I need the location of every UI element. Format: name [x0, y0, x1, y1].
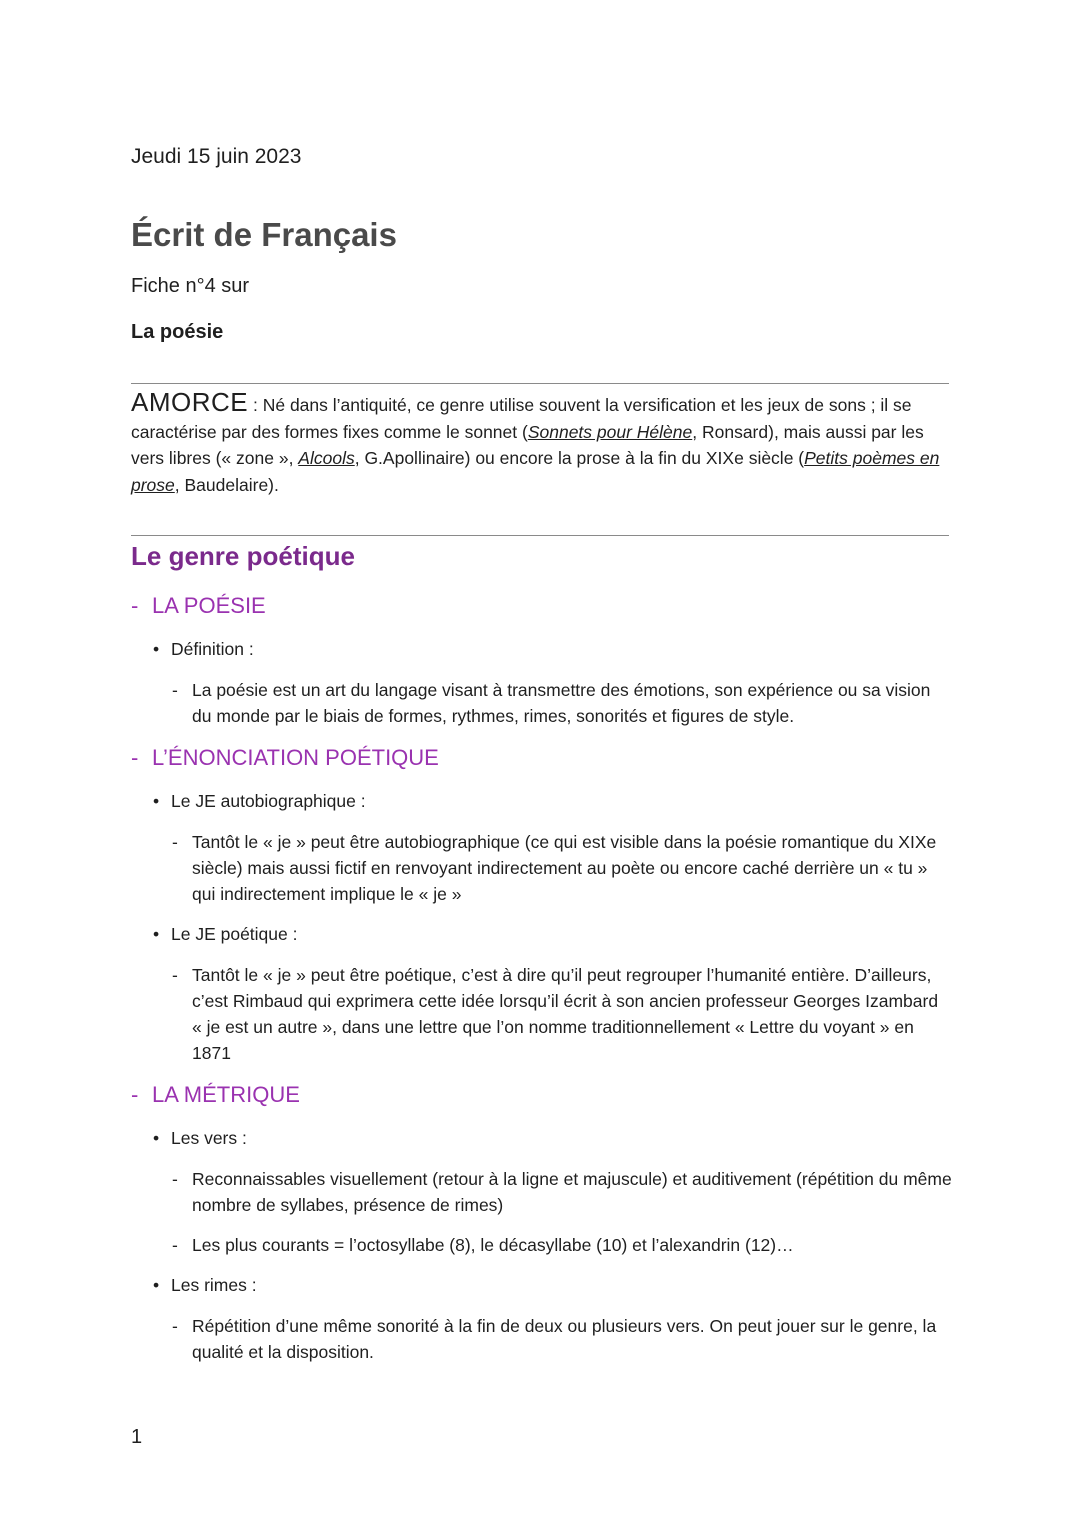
- dash-icon: -: [172, 832, 178, 852]
- amorce-text-1: : Né dans l’antiquité, ce genre utilise souvent la versification et les jeux de sons ; il se caractérise par des formes fixes comme le sonnet (: [131, 395, 912, 442]
- bullet-icon: •: [153, 924, 160, 944]
- dash-icon: -: [172, 680, 178, 700]
- bullet-label: Les vers :: [171, 1128, 247, 1148]
- main-heading: Le genre poétique: [131, 541, 355, 571]
- list-item-text: Les plus courants = l’octosyllabe (8), le décasyllabe (10) et l’alexandrin (12)…: [192, 1235, 794, 1255]
- dash-icon: -: [172, 1169, 178, 1189]
- list-item-text: La poésie est un art du langage visant à transmettre des émotions, son expérience ou sa vision du monde par le biais de formes, rythmes, rimes, sonorités et figures de style.: [192, 680, 931, 726]
- document-title: Écrit de Français: [131, 216, 397, 253]
- section-title-enonciation: [131, 745, 439, 771]
- amorce-lead: AMORCE: [131, 387, 249, 417]
- bullet-definition: [153, 639, 254, 660]
- amorce-work-sonnets: Sonnets pour Hélène: [527, 421, 693, 442]
- bullet-icon: •: [153, 1128, 160, 1148]
- document-date: Jeudi 15 juin 2023: [131, 145, 302, 168]
- section-title-text: LA MÉTRIQUE: [152, 1082, 300, 1107]
- bullet-icon: •: [153, 1275, 160, 1295]
- amorce-text-2: , Ronsard), mais aussi par les vers libres (« zone »,: [131, 421, 924, 468]
- list-item: [172, 962, 952, 1066]
- amorce-paragraph: [131, 389, 949, 498]
- list-item-text: Répétition d’une même sonorité à la fin de deux ou plusieurs vers. On peut jouer sur le genre, la qualité et la disposition.: [192, 1316, 937, 1362]
- list-item: [172, 677, 952, 729]
- dash-icon: -: [172, 965, 178, 985]
- dash-icon: -: [172, 1316, 178, 1336]
- bullet-vers: [153, 1128, 247, 1149]
- list-item: [172, 1166, 952, 1218]
- dash-icon: -: [131, 593, 139, 618]
- section-title-text: L’ÉNONCIATION POÉTIQUE: [152, 745, 439, 770]
- bullet-label: Définition :: [171, 639, 254, 659]
- section-title-poesie: [131, 593, 266, 619]
- divider-bottom: [131, 535, 949, 536]
- bullet-label: Les rimes :: [171, 1275, 257, 1295]
- bullet-je-autobiographique: [153, 791, 366, 812]
- bullet-rimes: [153, 1275, 257, 1296]
- list-item-text: Tantôt le « je » peut être autobiographique (ce qui est visible dans la poésie romantique du XIXe siècle) mais aussi fictif en renvoyant indirectement au poète ou encore caché derrière un « tu » qui indirectement implique le « je »: [192, 832, 937, 904]
- page-number: 1: [131, 1426, 143, 1448]
- list-item: [172, 829, 952, 907]
- list-item-text: Reconnaissables visuellement (retour à la ligne et majuscule) et auditivement (répétition du même nombre de syllabes, présence de rimes): [192, 1169, 952, 1215]
- bullet-label: Le JE autobiographique :: [171, 791, 366, 811]
- bullet-icon: •: [153, 791, 160, 811]
- divider-top: [131, 383, 949, 384]
- amorce-work-petits-poemes: Petits poèmes en prose: [131, 448, 940, 495]
- dash-icon: -: [131, 745, 139, 770]
- bullet-je-poetique: [153, 924, 297, 945]
- document-subtitle: Fiche n°4 sur: [131, 275, 250, 297]
- bullet-icon: •: [153, 639, 160, 659]
- list-item-text: Tantôt le « je » peut être poétique, c’est à dire qu’il peut regrouper l’humanité entière. D’ailleurs, c’est Rimbaud qui exprimera cette idée lorsqu’il écrit à son ancien professeur Georges Izambard « je est un autre », dans une lettre que l’on nomme traditionnellement « Lettre du voyant » en 1871: [192, 965, 939, 1063]
- amorce-text-3: , G.Apollinaire) ou encore la prose à la fin du XIXe siècle (: [354, 448, 805, 468]
- dash-icon: -: [131, 1082, 139, 1107]
- bullet-label: Le JE poétique :: [171, 924, 298, 944]
- amorce-text-4: , Baudelaire).: [174, 474, 279, 495]
- section-title-metrique: [131, 1082, 300, 1108]
- document-topic: La poésie: [131, 321, 224, 343]
- section-title-text: LA POÉSIE: [152, 593, 266, 618]
- amorce-work-alcools: Alcools: [298, 448, 355, 468]
- list-item: [172, 1232, 952, 1258]
- list-item: [172, 1313, 952, 1365]
- dash-icon: -: [172, 1235, 178, 1255]
